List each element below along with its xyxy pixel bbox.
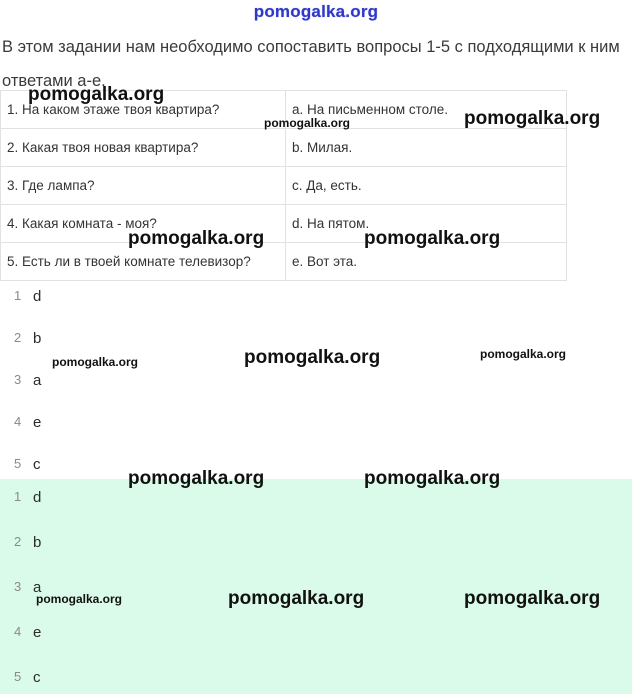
question-cell: 5. Есть ли в твоей комнате телевизор?: [1, 243, 286, 281]
watermark: pomogalka.org: [464, 108, 601, 129]
answer-value: c: [33, 669, 41, 686]
answer-cell: e. Вот эта.: [286, 243, 567, 281]
watermark: pomogalka.org: [228, 588, 365, 609]
answer-number: 2: [14, 534, 22, 549]
table-row: [1, 129, 567, 167]
answer-number: 1: [14, 489, 22, 504]
answer-value: b: [33, 534, 42, 551]
answer-value: a: [33, 579, 42, 596]
question-cell: 1. На каком этаже твоя квартира?: [1, 91, 286, 129]
answer-number: 3: [14, 372, 22, 387]
question-cell: 2. Какая твоя новая квартира?: [1, 129, 286, 167]
answer-number: 5: [14, 456, 22, 471]
answer-value: a: [33, 372, 42, 389]
watermark: pomogalka.org: [364, 228, 501, 249]
watermark: pomogalka.org: [244, 347, 381, 368]
answer-cell: b. Милая.: [286, 129, 567, 167]
intro-text: В этом задании нам необходимо сопоставить вопросы 1-5 с подходящими к ним ответами а-е.: [2, 38, 620, 90]
answer-cell: a. На письменном столе.: [286, 91, 567, 129]
answer-number: 5: [14, 669, 22, 684]
watermark: pomogalka.org: [28, 84, 165, 105]
answer-cell: d. На пятом.: [286, 205, 567, 243]
answer-number: 4: [14, 624, 22, 639]
answer-number: 4: [14, 414, 22, 429]
watermark: pomogalka.org: [464, 588, 601, 609]
question-cell: 3. Где лампа?: [1, 167, 286, 205]
answer-value: d: [33, 288, 42, 305]
watermark: pomogalka.org: [264, 116, 351, 130]
watermark: pomogalka.org: [480, 347, 567, 361]
answer-value: e: [33, 414, 42, 431]
watermark: pomogalka.org: [364, 468, 501, 489]
table-row: [1, 167, 567, 205]
answer-value: d: [33, 489, 42, 506]
watermark: pomogalka.org: [36, 592, 123, 606]
answer-cell: c. Да, есть.: [286, 167, 567, 205]
site-logo[interactable]: pomogalka.org: [253, 2, 379, 21]
watermark: pomogalka.org: [128, 468, 265, 489]
answer-value: b: [33, 330, 42, 347]
answer-value: c: [33, 456, 41, 473]
answer-value: e: [33, 624, 42, 641]
answer-list-highlighted: [0, 479, 632, 694]
question-cell: 4. Какая комната - моя?: [1, 205, 286, 243]
watermark: pomogalka.org: [128, 228, 265, 249]
watermark: pomogalka.org: [52, 355, 139, 369]
answer-number: 2: [14, 330, 22, 345]
answer-number: 3: [14, 579, 22, 594]
answer-number: 1: [14, 288, 22, 303]
